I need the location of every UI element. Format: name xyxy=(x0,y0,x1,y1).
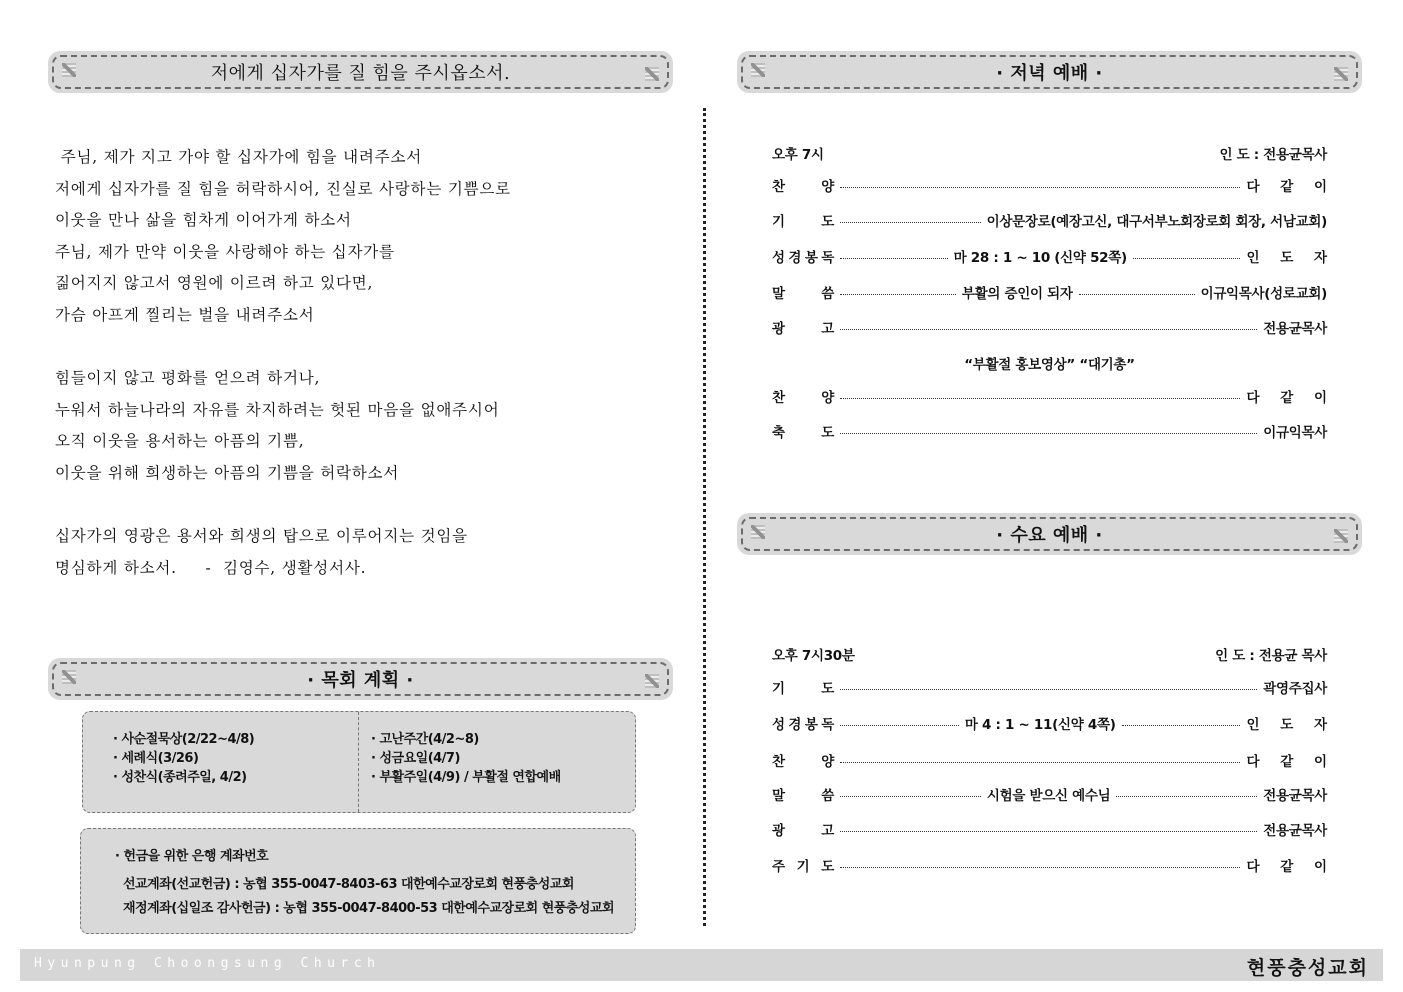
order-label: 말 씀 xyxy=(772,286,834,302)
footer-english-name: Hyunpung Choongsung Church xyxy=(34,956,381,971)
order-row xyxy=(772,174,1335,196)
order-person: 전용균목사 xyxy=(1263,788,1328,804)
dot-leader xyxy=(1133,258,1241,259)
order-label: 찬 양 xyxy=(772,390,834,406)
dot-leader xyxy=(840,258,948,259)
dot-leader xyxy=(840,689,1257,690)
bank-line: 선교계좌(선교헌금) : 농협 355-0047-8403-63 대한예수교장로회 현풍충성교회 xyxy=(123,877,574,892)
service-time: 오후 7시 xyxy=(772,147,824,163)
dot-leader xyxy=(840,762,1240,763)
service-leader: 인 도 : 전용균목사 xyxy=(1219,147,1327,163)
order-person: 다 같 이 xyxy=(1246,179,1335,195)
order-label: 주 기 도 xyxy=(772,859,834,875)
order-detail: 마 4 : 1 ~ 11(신약 4쪽) xyxy=(964,717,1116,733)
order-row xyxy=(772,783,1327,805)
footer-bar xyxy=(20,949,1383,981)
wednesday-service-header xyxy=(772,644,1327,664)
plan-title-banner xyxy=(48,658,673,700)
order-row xyxy=(772,385,1335,407)
evening-service-title: · 저녁 예배 · xyxy=(996,63,1103,84)
prayer-line: 주님, 제가 만약 이웃을 사랑해야 하는 십자가를 xyxy=(55,242,395,261)
plan-item: · 성찬식(종려주일, 4/2) xyxy=(113,770,247,785)
corner-ornament-icon xyxy=(62,63,76,77)
order-person: 전용균목사 xyxy=(1263,823,1327,839)
corner-ornament-icon xyxy=(751,525,765,539)
dot-leader xyxy=(840,831,1257,832)
order-person: 다 같 이 xyxy=(1246,754,1335,770)
prayer-line: 오직 이웃을 용서하는 아픔의 기쁨, xyxy=(55,432,305,451)
order-label: 성 경 봉 독 xyxy=(772,250,834,266)
order-row xyxy=(772,749,1335,771)
plan-divider xyxy=(358,712,359,812)
dot-leader xyxy=(1122,725,1241,726)
order-label: 말 씀 xyxy=(772,788,834,804)
order-detail: 시험을 받으신 예수님 xyxy=(986,788,1111,804)
order-row xyxy=(772,245,1335,267)
plan-box xyxy=(82,711,636,813)
order-person: 다 같 이 xyxy=(1246,390,1335,406)
order-detail: 부활의 증인이 되자 xyxy=(961,286,1073,302)
plan-item: · 부활주일(4/9) / 부활절 연합예배 xyxy=(371,770,561,785)
prayer-text xyxy=(55,142,675,584)
plan-title: · 목회 계획 · xyxy=(307,670,414,691)
service-time: 오후 7시30분 xyxy=(772,648,855,664)
corner-ornament-icon xyxy=(645,67,659,81)
order-row xyxy=(772,854,1335,876)
order-label: 광 고 xyxy=(772,321,834,337)
prayer-line: 주님, 제가 지고 가야 할 십자가에 힘을 내려주소서 xyxy=(55,148,423,166)
dot-leader xyxy=(1116,796,1257,797)
order-row xyxy=(772,712,1335,734)
corner-ornament-icon xyxy=(1334,529,1348,543)
prayer-line: 짊어지지 않고서 영원에 이르려 하고 있다면, xyxy=(55,274,374,293)
prayer-line: 누워서 하늘나라의 자유를 차지하려는 헛된 마음을 없애주시어 xyxy=(55,400,500,419)
bank-account-box xyxy=(80,828,636,934)
evening-service-banner xyxy=(737,51,1362,93)
prayer-title: 저에게 십자가를 질 힘을 주시옵소서. xyxy=(210,63,511,84)
corner-ornament-icon xyxy=(62,670,76,684)
corner-ornament-icon xyxy=(751,63,765,77)
dot-leader xyxy=(1079,294,1195,295)
prayer-line xyxy=(55,332,675,364)
dot-leader xyxy=(840,867,1240,868)
order-detail: 이상문장로(예장고신, 대구서부노회장로회 회장, 서남교회) xyxy=(986,214,1327,230)
order-row xyxy=(772,209,1327,231)
dot-leader xyxy=(840,187,1240,188)
dot-leader xyxy=(840,725,959,726)
prayer-line: 이웃을 만나 삶을 힘차게 이어가게 하소서 xyxy=(55,211,352,230)
plan-item: · 사순절묵상(2/22~4/8) xyxy=(113,732,255,747)
dot-leader xyxy=(840,796,981,797)
order-person: 인 도 자 xyxy=(1246,717,1335,733)
prayer-line: 가슴 아프게 찔리는 벌을 내려주소서 xyxy=(55,305,315,324)
dot-leader xyxy=(840,433,1257,434)
order-label: 찬 양 xyxy=(772,179,834,195)
order-person: 전용균목사 xyxy=(1263,321,1327,337)
evening-service-header xyxy=(772,143,1327,163)
prayer-line: 십자가의 영광은 용서와 희생의 탑으로 이루어지는 것임을 xyxy=(55,527,468,546)
evening-note: “부활절 홍보영상” “대기총” xyxy=(964,357,1135,373)
order-label: 찬 양 xyxy=(772,754,834,770)
order-person: 이규익목사 xyxy=(1263,425,1327,441)
order-detail: 마 28 : 1 ~ 10 (신약 52쪽) xyxy=(953,250,1127,266)
service-leader: 인 도 : 전용균 목사 xyxy=(1215,648,1327,664)
wednesday-service-title: · 수요 예배 · xyxy=(996,525,1103,546)
corner-ornament-icon xyxy=(1334,67,1348,81)
order-label: 기 도 xyxy=(772,214,834,230)
plan-item: · 세례식(3/26) xyxy=(113,751,199,766)
bank-line: 재정계좌(십일조 감사헌금) : 농협 355-0047-8400-53 대한예수교장로회 현풍충성교회 xyxy=(123,901,615,916)
order-label: 기 도 xyxy=(772,681,834,697)
order-person: 이규익목사(성로교회) xyxy=(1200,286,1327,302)
order-label: 축 도 xyxy=(772,425,834,441)
corner-ornament-icon xyxy=(645,674,659,688)
prayer-line: 명심하게 하소서. - 김영수, 생활성서사. xyxy=(55,558,367,577)
prayer-title-banner xyxy=(48,51,673,93)
order-person: 인 도 자 xyxy=(1246,250,1335,266)
order-row xyxy=(772,818,1327,840)
prayer-line xyxy=(55,490,675,522)
prayer-line: 저에게 십자가를 질 힘을 허락하시어, 진실로 사랑하는 기쁨으로 xyxy=(55,179,511,198)
plan-list-left xyxy=(113,730,254,787)
order-person: 곽영주집사 xyxy=(1263,681,1327,697)
page-divider xyxy=(703,108,706,926)
plan-list-right xyxy=(371,730,561,787)
dot-leader xyxy=(840,294,956,295)
plan-item: · 고난주간(4/2~8) xyxy=(371,732,479,747)
order-row xyxy=(772,316,1327,338)
order-label: 성 경 봉 독 xyxy=(772,717,834,733)
order-row xyxy=(772,676,1327,698)
order-row xyxy=(772,281,1327,303)
bank-title: · 헌금을 위한 은행 계좌번호 xyxy=(115,849,269,864)
dot-leader xyxy=(840,329,1257,330)
order-label: 광 고 xyxy=(772,823,834,839)
plan-item: · 성금요일(4/7) xyxy=(371,751,460,766)
dot-leader xyxy=(840,398,1240,399)
order-person: 다 같 이 xyxy=(1246,859,1335,875)
wednesday-service-banner xyxy=(737,513,1362,555)
prayer-line: 힘들이지 않고 평화를 얻으려 하거나, xyxy=(55,369,321,388)
prayer-line: 이웃을 위해 희생하는 아픔의 기쁨을 허락하소서 xyxy=(55,463,400,482)
footer-korean-name: 현풍충성교회 xyxy=(1246,957,1369,979)
dot-leader xyxy=(840,222,981,223)
order-row xyxy=(772,420,1327,442)
